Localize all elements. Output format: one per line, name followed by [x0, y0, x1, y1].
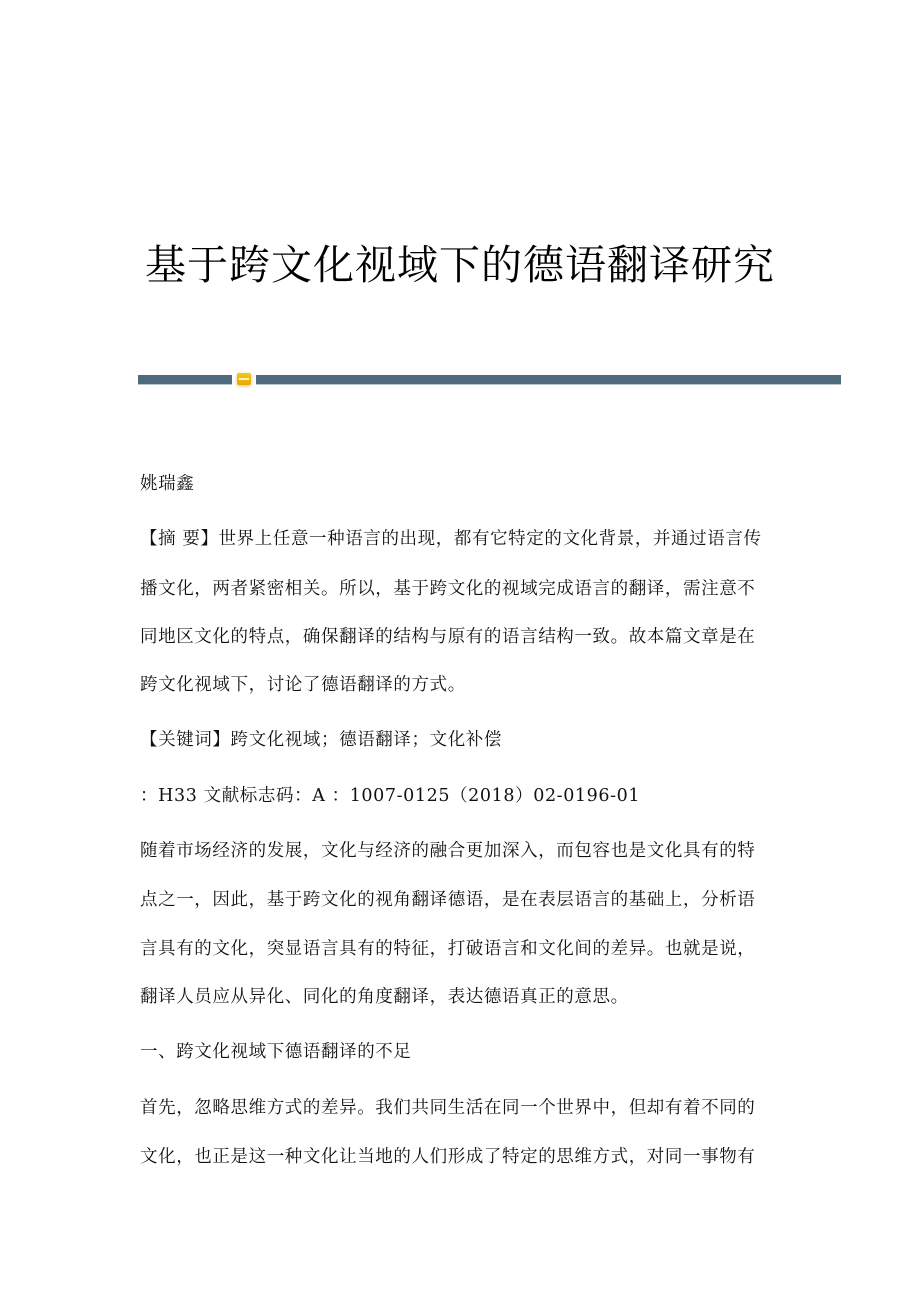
author-name: 姚瑞鑫	[140, 474, 195, 494]
abstract-line: 【摘 要】世界上任意一种语言的出现，都有它特定的文化背景，并通过语言传	[140, 529, 762, 549]
intro-line: 翻译人员应从异化、同化的角度翻译，表达德语真正的意思。	[140, 987, 629, 1007]
section-heading: 一、跨文化视域下德语翻译的不足	[140, 1042, 412, 1062]
title-divider	[138, 375, 841, 384]
abstract-line: 播文化，两者紧密相关。所以，基于跨文化的视域完成语言的翻译，需注意不	[140, 579, 756, 599]
divider-ornament-icon	[237, 373, 251, 385]
document-title: 基于跨文化视域下的德语翻译研究	[145, 241, 775, 290]
abstract-line: 跨文化视域下，讨论了德语翻译的方式。	[140, 675, 466, 695]
section-line: 首先，忽略思维方式的差异。我们共同生活在同一个世界中，但却有着不同的	[140, 1098, 756, 1118]
intro-line: 点之一，因此，基于跨文化的视角翻译德语，是在表层语言的基础上，分析语	[140, 890, 756, 910]
abstract-line: 同地区文化的特点，确保翻译的结构与原有的语言结构一致。故本篇文章是在	[140, 627, 756, 647]
intro-line: 随着市场经济的发展，文化与经济的融合更加深入，而包容也是文化具有的特	[140, 841, 756, 861]
intro-line: 言具有的文化，突显语言具有的特征，打破语言和文化间的差异。也就是说，	[140, 939, 756, 959]
divider-bar-left	[138, 375, 232, 385]
section-line: 文化，也正是这一种文化让当地的人们形成了特定的思维方式，对同一事物有	[140, 1147, 756, 1167]
classification-info: ：H33 文献标志码：A ：1007-0125（2018）02-0196-01	[140, 786, 641, 806]
divider-bar-right	[256, 375, 841, 385]
keywords: 【关键词】跨文化视域；德语翻译；文化补偿	[140, 730, 502, 750]
